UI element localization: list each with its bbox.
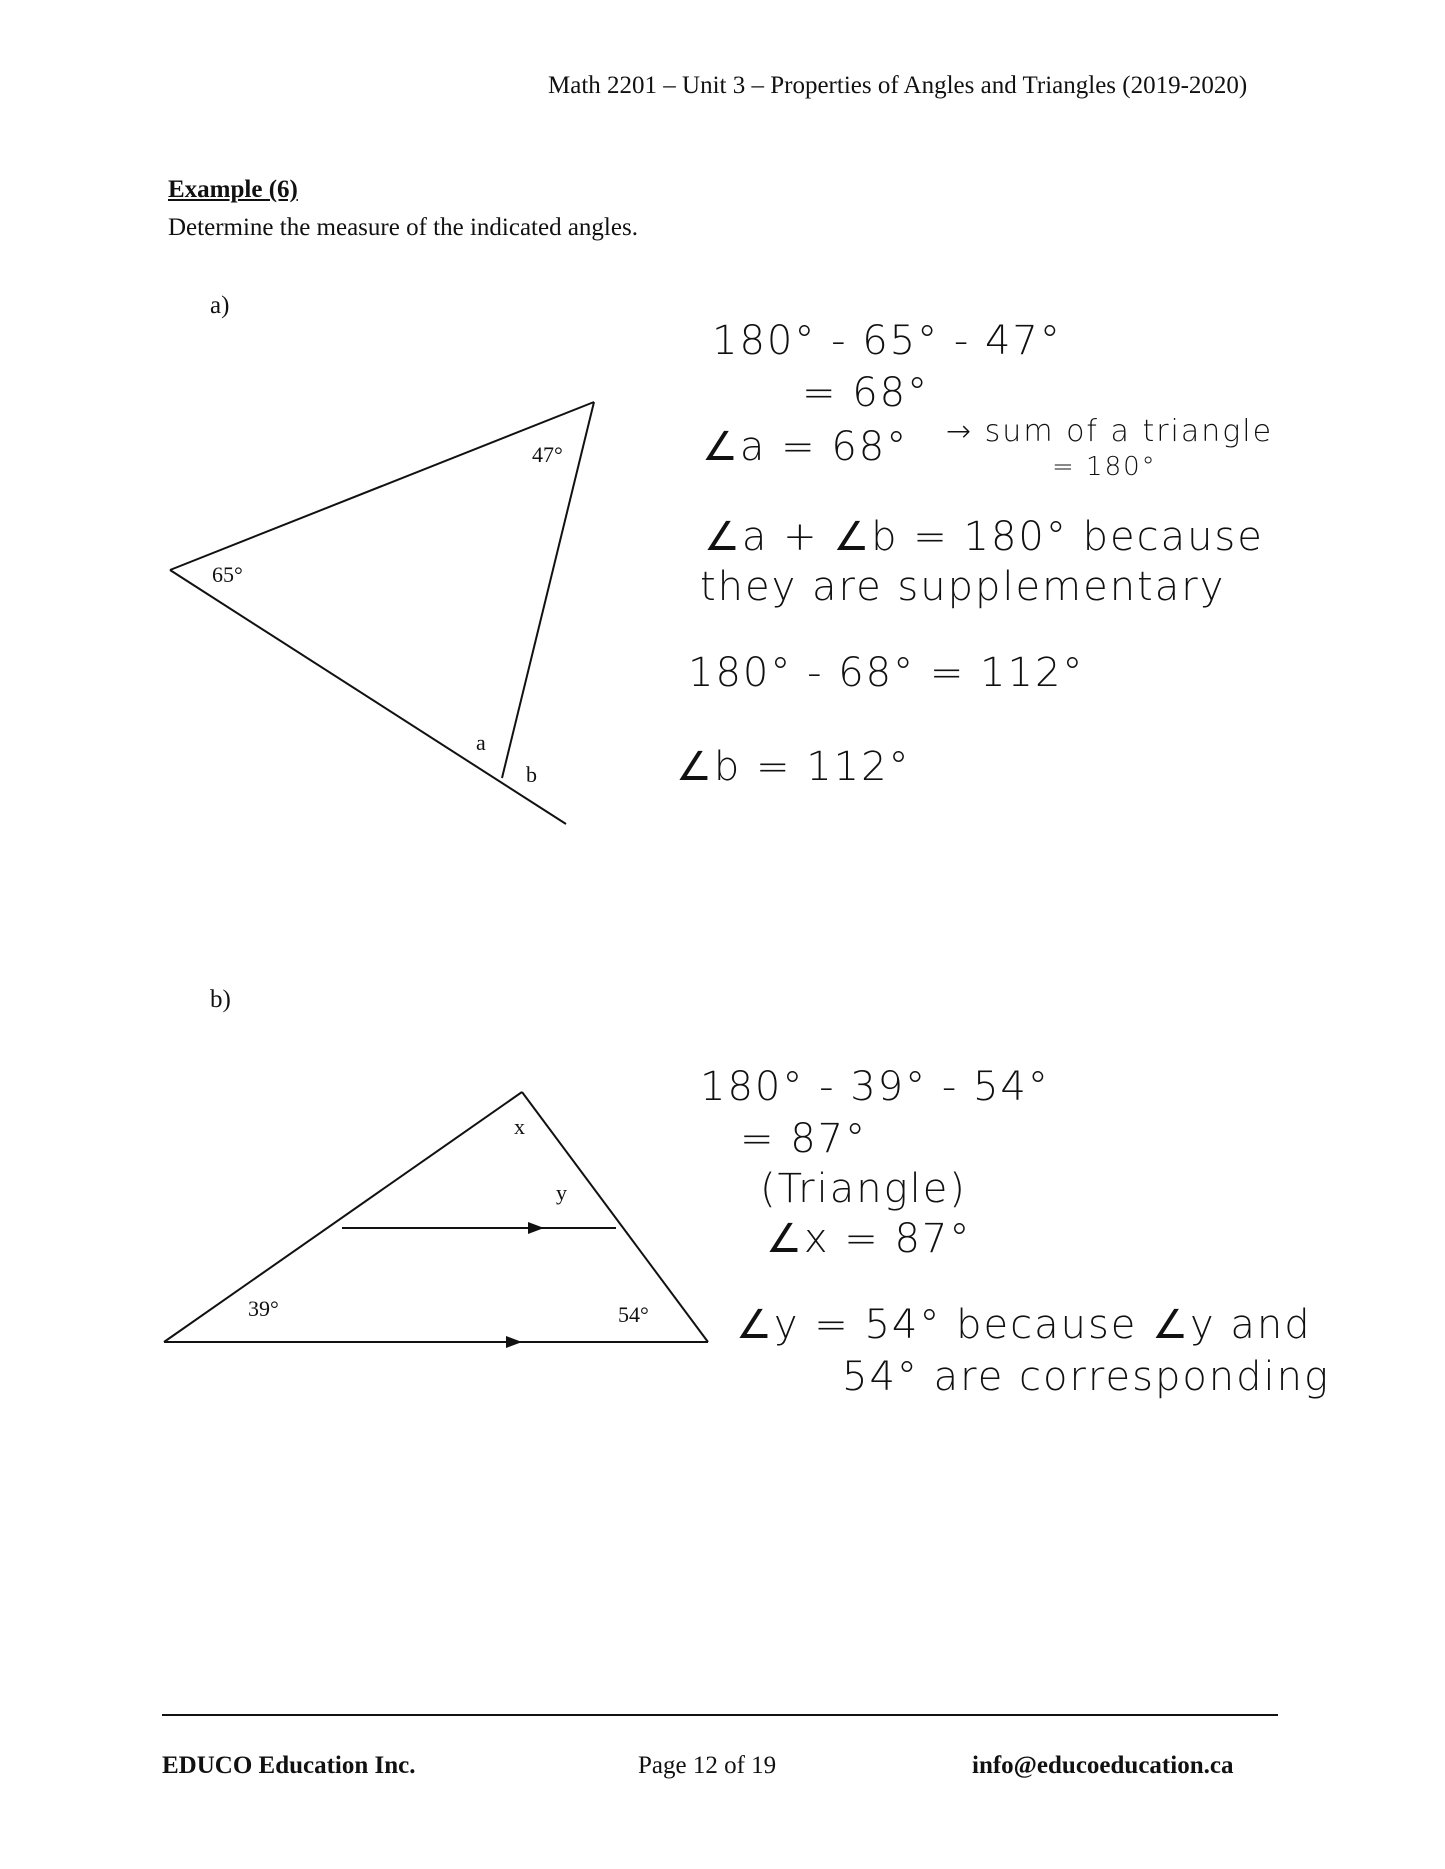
work-b-line3: (Triangle) [760,1166,967,1212]
footer-page-number: Page 12 of 19 [638,1752,777,1779]
angle-label-x: x [514,1114,525,1139]
parallel-arrow-top [528,1222,544,1234]
work-b-line2: = 87° [740,1116,868,1162]
triangle-b-left-side [164,1092,522,1342]
work-b-line5: ∠y = 54° because ∠y and [736,1302,1312,1348]
part-a-label: a) [210,292,230,319]
part-b-label: b) [210,986,231,1013]
work-a-line2: = 68° [802,370,930,416]
angle-label-a: a [476,730,486,755]
example-title: Example (6) [168,176,298,203]
angle-label-54: 54° [618,1302,649,1327]
work-a-note2: = 180° [1052,452,1157,482]
work-a-line7: ∠b = 112° [676,744,911,790]
work-a-line6: 180° - 68° = 112° [688,650,1085,696]
angle-label-39: 39° [248,1296,279,1321]
page-header: Math 2201 – Unit 3 – Properties of Angles and Triangles (2019-2020) [548,72,1248,99]
parallel-arrow-bottom [506,1336,522,1348]
work-a-line3: ∠a = 68° [702,424,909,470]
triangle-a-bottom-side-extended [170,570,566,824]
angle-label-65: 65° [212,562,243,587]
angle-label-y: y [556,1180,567,1205]
angle-label-47: 47° [532,442,563,467]
instruction-text: Determine the measure of the indicated angles. [168,214,638,241]
work-a-note1: → sum of a triangle [946,414,1274,449]
footer-divider [162,1714,1278,1716]
work-a-line5: they are supplementary [700,564,1226,610]
triangle-b-right-side [522,1092,708,1342]
work-b-line4: ∠x = 87° [766,1216,972,1262]
footer-email: info@educoeducation.ca [972,1752,1234,1779]
triangle-a-top-side [170,402,594,570]
work-b-line1: 180° - 39° - 54° [700,1064,1050,1110]
angle-label-b: b [526,762,537,787]
work-a-line4: ∠a + ∠b = 180° because [704,514,1264,560]
footer-company: EDUCO Education Inc. [162,1752,416,1779]
work-b-line6: 54° are corresponding [842,1354,1331,1400]
work-a-line1: 180° - 65° - 47° [712,318,1062,364]
